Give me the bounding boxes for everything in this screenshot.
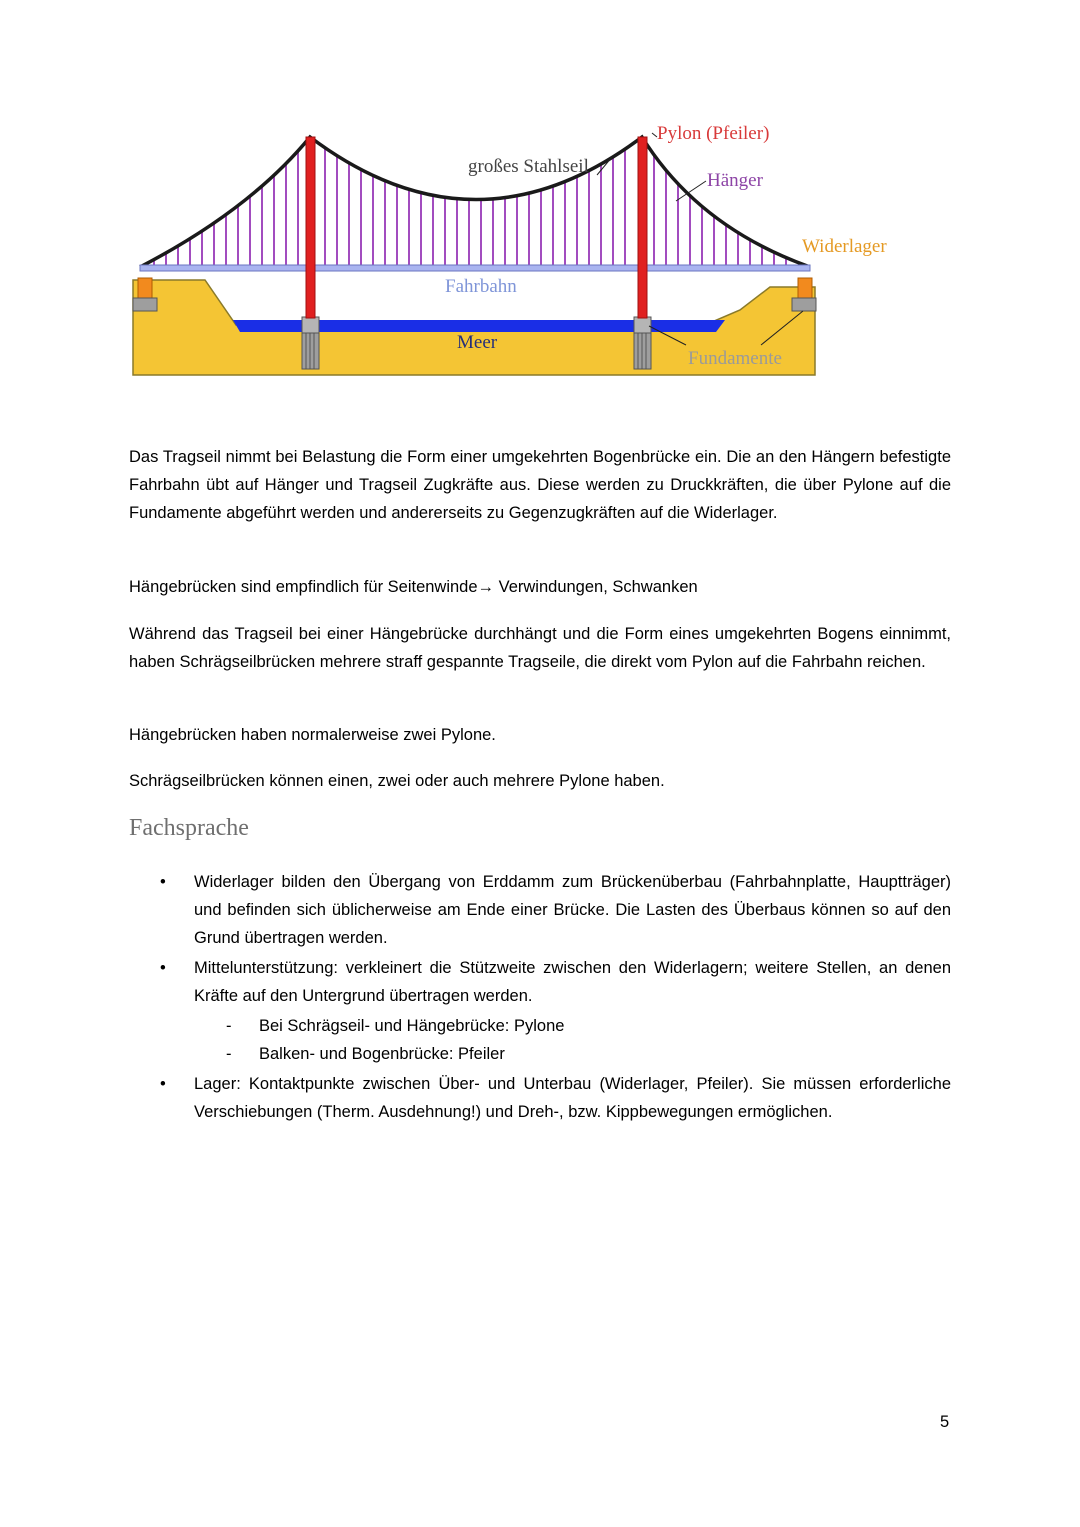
term-list	[160, 868, 951, 1128]
sub-list-item-text: Bei Schrägseil- und Hängebrücke: Pylone	[259, 1017, 565, 1035]
label-stahlseil: großes Stahlseil	[468, 156, 589, 177]
pylon-right	[638, 137, 647, 318]
road-deck	[140, 265, 810, 271]
list-item-text: Lager: Kontaktpunkte zwischen Über- und Unterbau (Widerlager, Pfeiler). Sie müssen erforderliche Verschiebungen (Therm. Ausdehnung!) und Dreh-, bzw. Kippbewegungen ermöglichen.	[194, 1075, 951, 1121]
sub-list-item-text: Balken- und Bogenbrücke: Pfeiler	[259, 1045, 505, 1063]
list-item-text: Widerlager bilden den Übergang von Erddamm zum Brückenüberbau (Fahrbahnplatte, Hauptträger) und befinden sich üblicherweise am Ende einer Brücke. Die Lasten des Überbaus können so auf den Grund übertragen werden.	[194, 873, 951, 947]
list-item	[160, 1070, 951, 1126]
suspension-bridge-diagram	[120, 115, 920, 390]
list-item	[160, 868, 951, 952]
paragraph-tragseil: Das Tragseil nimmt bei Belastung die Form einer umgekehrten Bogenbrücke ein. Die an den Hängern befestigte Fahrbahn übt auf Hänger und Tragseil Zugkräfte aus. Diese werden zu Druckkräften, die über Pylone auf die Fundamente abgeführt werden und andererseits zu Gegenzugkräften auf die Widerlager.	[129, 448, 951, 522]
list-item-text: Mittelunterstützung: verkleinert die Stützweite zwischen den Widerlagern; weitere Stellen, an denen Kräfte auf den Untergrund übertragen werden.	[194, 959, 951, 1005]
pylon-left	[306, 137, 315, 318]
paragraph-pylone-schraegseil: Schrägseilbrücken können einen, zwei oder auch mehrere Pylone haben.	[129, 772, 665, 790]
section-heading: Fachsprache	[129, 815, 249, 841]
label-meer: Meer	[457, 332, 498, 353]
page-number: 5	[940, 1413, 950, 1431]
bullet-icon: •	[160, 873, 166, 891]
label-widerlager: Widerlager	[802, 236, 887, 257]
label-pylon: Pylon (Pfeiler)	[657, 123, 770, 144]
paragraph-seitenwinde: Hängebrücken sind empfindlich für Seitenwinde→ Verwindungen, Schwanken	[129, 578, 698, 596]
pylon-foundation-right	[634, 317, 651, 369]
dash-icon: -	[226, 1045, 232, 1063]
dash-icon: -	[226, 1017, 232, 1035]
sub-list-item	[160, 1040, 951, 1068]
pylon-foundation-left	[302, 317, 319, 369]
label-fahrbahn: Fahrbahn	[445, 276, 517, 297]
list-item	[160, 954, 951, 1010]
label-fundamente: Fundamente	[688, 348, 782, 369]
paragraph-vergleich: Während das Tragseil bei einer Hängebrücke durchhängt und die Form eines umgekehrten Bogens einnimmt, haben Schrägseilbrücken mehrere straff gespannte Tragseile, die direkt vom Pylon auf die Fahrbahn reichen.	[129, 625, 951, 671]
bullet-icon: •	[160, 1075, 166, 1093]
paragraph-pylone-haengebruecke: Hängebrücken haben normalerweise zwei Pylone.	[129, 726, 496, 744]
label-haenger: Hänger	[707, 170, 763, 191]
bullet-icon: •	[160, 959, 166, 977]
sub-list-item	[160, 1012, 951, 1040]
